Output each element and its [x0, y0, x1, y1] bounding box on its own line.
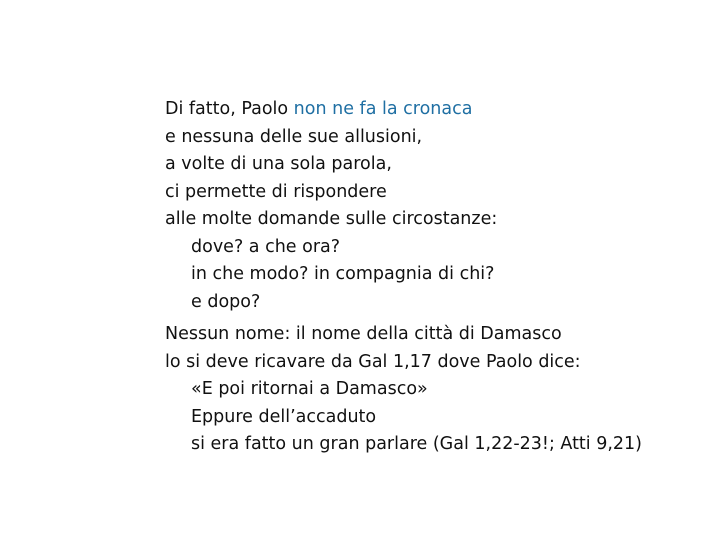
paragraph-damascus [165, 321, 642, 459]
question-line: dove? a che ora? [191, 236, 341, 257]
quote-line: «E poi ritornai a Damasco» [191, 379, 428, 399]
text-line: a volte di una sola parola, [165, 154, 392, 174]
text-line: e nessuna delle sue allusioni, [165, 126, 423, 147]
text-line: lo si deve ricavare da Gal 1,17 dove Paolo dice: [165, 351, 581, 372]
question-line: in che modo? in compagnia di chi? [191, 264, 495, 284]
text-line: Nessun nome: il nome della città di Damasco [165, 324, 562, 344]
question-line: e dopo? [191, 291, 261, 312]
text-line: ci permette di rispondere [165, 181, 387, 202]
text-line: alle molte domande sulle circostanze: [165, 209, 498, 229]
line-prefix: Di fatto, Paolo [165, 99, 294, 119]
highlighted-phrase: non ne fa la cronaca [293, 99, 473, 119]
paragraph-circumstances [165, 96, 497, 316]
citation-line: si era fatto un gran parlare (Gal 1,22-23!; Atti 9,21) [191, 434, 643, 454]
text-line [165, 96, 497, 124]
text-line: Eppure dell’accaduto [191, 406, 377, 427]
